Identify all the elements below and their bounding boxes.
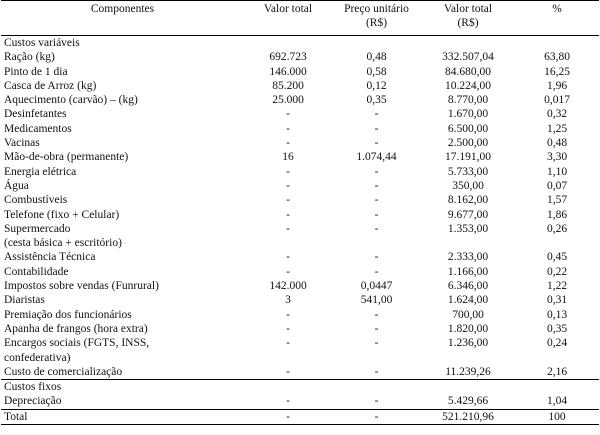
header-row (1, 1, 599, 36)
row-total-value: 9.677,00 (447, 208, 489, 221)
row-label (1, 308, 244, 322)
total-body (1, 409, 599, 424)
table-row (1, 179, 599, 193)
row-total-value: 350,00 (452, 179, 484, 192)
row-label-text-continued: confederativa) (4, 351, 71, 364)
row-label (1, 265, 244, 279)
row-total-value: 5.429,66 (447, 395, 489, 408)
row-qty: 85.200 (272, 79, 304, 92)
row-label-text: Telefone (fixo + Celular) (4, 208, 120, 221)
row-percent: 0,35 (546, 322, 568, 335)
variable-rows (1, 50, 599, 379)
row-label-text-continued: (cesta básica + escritório) (4, 237, 122, 250)
total-row (1, 409, 599, 424)
row-label-text: Ração (kg) (4, 51, 55, 64)
cost-table (1, 0, 599, 425)
total-label: Total (1, 409, 244, 424)
table-row (1, 322, 599, 336)
row-qty: - (286, 251, 290, 264)
row-percent: 2,16 (546, 365, 568, 378)
row-label (1, 136, 244, 150)
header-valor-total-rs-unit: (R$) (457, 17, 479, 29)
fixed-costs-body (1, 380, 599, 395)
row-label-text: Pinto de 1 dia (4, 65, 68, 78)
row-label-text: Combustíveis (4, 194, 68, 207)
row-total-value: 1.670,00 (447, 108, 489, 121)
row-qty: 692.723 (269, 51, 307, 64)
header-preco-unitario-unit: (R$) (365, 17, 388, 29)
row-percent: 16,25 (544, 65, 570, 78)
row-percent: 0,07 (546, 179, 568, 192)
total-unit: - (332, 409, 421, 424)
row-percent: 1,57 (546, 194, 568, 207)
row-label (1, 193, 244, 207)
row-total-value: 700,00 (452, 308, 484, 321)
row-label-text: Medicamentos (4, 122, 72, 135)
row-unit-price: - (374, 322, 379, 335)
row-label-text: Vacinas (4, 137, 40, 150)
row-unit-price: - (374, 122, 379, 135)
row-total-value: 8.162,00 (447, 194, 489, 207)
row-qty: - (286, 395, 290, 408)
row-percent: 1,86 (546, 208, 568, 221)
row-total-value: 11.239,26 (445, 365, 491, 378)
row-qty: - (286, 122, 290, 135)
row-percent: 0,017 (544, 94, 570, 107)
row-label-text: Mão-de-obra (permanente) (4, 151, 129, 164)
row-label-text: Diaristas (4, 294, 45, 307)
row-percent: 1,04 (546, 395, 568, 408)
row-label (1, 336, 244, 365)
table-row (1, 394, 599, 409)
row-qty: - (286, 337, 290, 350)
table-row (1, 136, 599, 150)
row-total-value: 1.624,00 (447, 294, 489, 307)
row-unit-price: - (374, 137, 379, 150)
row-percent: 1,96 (546, 79, 568, 92)
table-row (1, 208, 599, 222)
row-total-value: 6.500,00 (447, 122, 489, 135)
row-percent: 0,32 (546, 108, 568, 121)
row-unit-price: - (374, 222, 379, 235)
row-label (1, 222, 244, 251)
row-percent: 0,26 (546, 222, 568, 235)
row-total-value: 6.346,00 (447, 280, 489, 293)
table-row (1, 308, 599, 322)
table-row (1, 165, 599, 179)
row-label (1, 150, 244, 164)
row-qty: - (286, 179, 290, 192)
row-label-text: Supermercado (4, 222, 71, 235)
row-label (1, 179, 244, 193)
table-row (1, 265, 599, 279)
row-qty: - (286, 108, 290, 121)
header-valor-total: Valor total (244, 1, 332, 36)
row-percent: 0,13 (546, 308, 568, 321)
row-total-value: 10.224,00 (445, 79, 491, 92)
row-total-value: 17.191,00 (445, 151, 491, 164)
row-total-value: 1.353,00 (447, 222, 489, 235)
row-unit-price: - (374, 395, 379, 408)
row-qty: - (286, 194, 290, 207)
row-label-text: Apanha de frangos (hora extra) (4, 322, 148, 335)
row-unit-price: 0,48 (366, 51, 387, 64)
row-unit-price: 0,58 (366, 65, 387, 78)
row-label (1, 50, 244, 64)
table-row (1, 107, 599, 121)
row-label-text: Desinfetantes (4, 108, 67, 121)
row-unit-price: - (374, 265, 379, 278)
row-percent: 0,31 (546, 294, 568, 307)
row-label (1, 107, 244, 121)
row-label-text: Depreciação (4, 395, 62, 408)
row-qty: - (286, 165, 290, 178)
row-unit-price: - (374, 251, 379, 264)
table-row (1, 79, 599, 93)
row-label-text: Energia elétrica (4, 165, 77, 178)
row-percent: 0,45 (546, 251, 568, 264)
row-label (1, 93, 244, 107)
table-row (1, 279, 599, 293)
row-label-text: Contabilidade (4, 265, 69, 278)
header-componentes: Componentes (1, 1, 244, 36)
table-row (1, 65, 599, 79)
row-total-value: 5.733,00 (447, 165, 489, 178)
header-valor-total-rs (421, 1, 515, 36)
row-unit-price: 541,00 (360, 294, 393, 307)
row-qty: 142.000 (269, 280, 307, 293)
row-total-value: 1.820,00 (447, 322, 489, 335)
row-percent: 0,22 (546, 265, 568, 278)
row-label (1, 208, 244, 222)
row-label-text: Assistência Técnica (4, 251, 96, 264)
row-qty: 146.000 (269, 65, 307, 78)
row-qty: 3 (285, 294, 291, 307)
row-percent: 0,24 (546, 337, 568, 350)
header-preco-unitario-label: Preço unitário (344, 3, 409, 15)
row-unit-price: - (374, 194, 379, 207)
row-label-text: Encargos sociais (FGTS, INSS, (4, 337, 150, 350)
section-title-variaveis: Custos variáveis (4, 37, 80, 49)
total-pct: 100 (515, 409, 599, 424)
row-unit-price: - (374, 108, 379, 121)
row-unit-price: - (374, 208, 379, 221)
table-row (1, 336, 599, 365)
section-row-fixos (1, 380, 599, 395)
table-row (1, 93, 599, 107)
row-qty: - (286, 265, 290, 278)
section-row-variaveis (1, 36, 599, 51)
row-qty: - (286, 308, 290, 321)
row-total-value: 2.333,00 (447, 251, 489, 264)
row-label-text: Casca de Arroz (kg) (4, 79, 97, 92)
row-percent: 0,48 (546, 137, 568, 150)
row-unit-price: - (374, 365, 379, 378)
row-percent: 1,25 (546, 122, 568, 135)
table-row (1, 193, 599, 207)
table-row (1, 50, 599, 64)
row-unit-price: 0,12 (366, 79, 387, 92)
row-label (1, 165, 244, 179)
row-total-value: 1.166,00 (447, 265, 489, 278)
row-unit-price: 1.074,44 (356, 151, 397, 164)
row-label (1, 394, 244, 409)
row-total-value: 1.236,00 (447, 337, 489, 350)
row-qty: - (286, 365, 290, 378)
section-title-fixos: Custos fixos (1, 380, 599, 395)
row-percent: 63,80 (544, 51, 570, 64)
table-row (1, 122, 599, 136)
row-unit-price: - (374, 179, 379, 192)
row-qty: 16 (282, 151, 294, 164)
table-row (1, 222, 599, 251)
total-value: 521.210,96 (421, 409, 515, 424)
row-qty: - (286, 222, 290, 235)
row-unit-price: 0,0447 (360, 280, 393, 293)
row-total-value: 2.500,00 (447, 137, 489, 150)
row-label (1, 322, 244, 336)
row-label (1, 279, 244, 293)
table-row (1, 150, 599, 164)
row-label-text: Custo de comercialização (4, 365, 123, 378)
row-label (1, 293, 244, 307)
row-unit-price: 0,35 (366, 94, 387, 107)
row-unit-price: - (374, 337, 379, 350)
row-unit-price: - (374, 308, 379, 321)
header-valor-total-rs-label: Valor total (443, 3, 493, 15)
row-percent: 1,10 (546, 165, 568, 178)
row-label-text: Premiação dos funcionários (4, 308, 132, 321)
row-qty: - (286, 137, 290, 150)
header-percent: % (515, 1, 599, 36)
table-row (1, 250, 599, 264)
row-label (1, 79, 244, 93)
table-row (1, 293, 599, 307)
row-total-value: 84.680,00 (445, 65, 491, 78)
row-percent: 3,30 (546, 151, 568, 164)
row-unit-price: - (374, 165, 379, 178)
row-label (1, 122, 244, 136)
row-total-value: 332.507,04 (442, 51, 494, 64)
row-label-text: Impostos sobre vendas (Funrural) (4, 280, 159, 293)
header-preco-unitario (332, 1, 421, 36)
fixed-rows (1, 394, 599, 409)
row-label (1, 250, 244, 264)
row-total-value: 8.770,00 (447, 94, 489, 107)
row-qty: - (286, 322, 290, 335)
row-label-text: Água (4, 179, 29, 192)
row-label (1, 65, 244, 79)
row-label-text: Aquecimento (carvão) – (kg) (4, 94, 138, 107)
total-qty: - (244, 409, 332, 424)
row-label (1, 365, 244, 380)
row-qty: - (286, 208, 290, 221)
row-qty: 25.000 (272, 94, 304, 107)
table-row (1, 365, 599, 380)
row-percent: 1,22 (546, 280, 568, 293)
variable-costs-body (1, 36, 599, 51)
